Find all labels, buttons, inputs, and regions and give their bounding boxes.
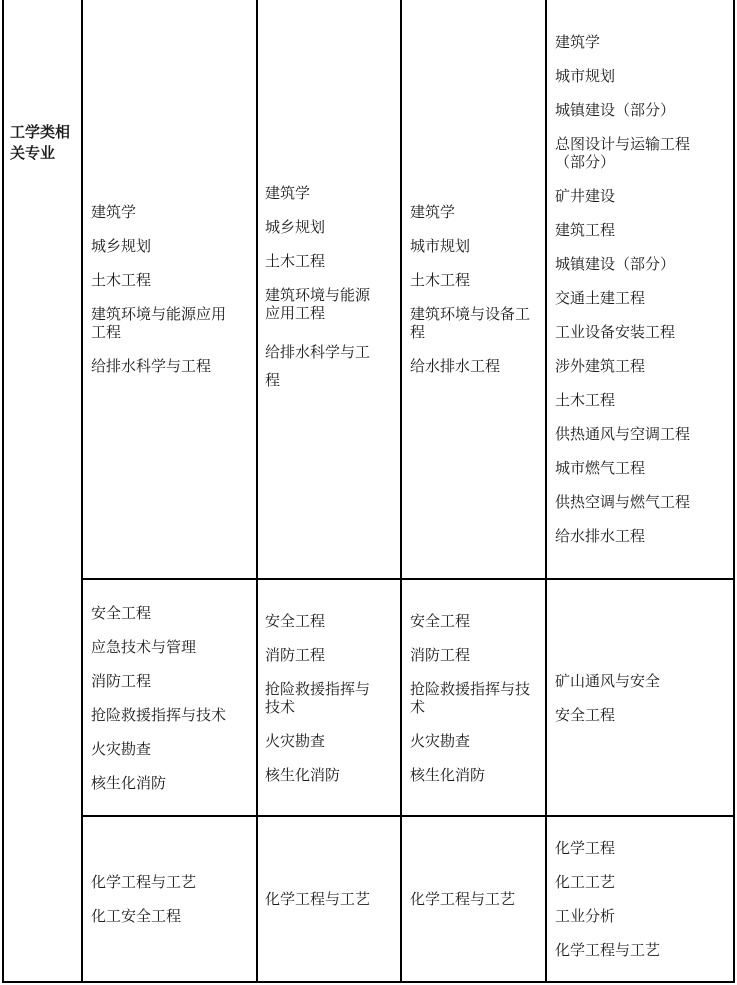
major-text: 术 [410, 697, 426, 716]
major-text: 抢险救援指挥与技 [410, 679, 531, 698]
table-border-bottom [2, 981, 735, 983]
major-text: 火灾勘查 [265, 731, 326, 750]
major-item [91, 672, 252, 690]
major-text: 安全工程 [410, 611, 471, 630]
major-text: 化工工艺 [555, 873, 616, 891]
major-text: 消防工程 [91, 671, 152, 690]
major-item [91, 873, 252, 891]
major-text: （部分） [555, 153, 616, 171]
major-item [265, 680, 396, 716]
major-item [91, 271, 252, 289]
major-text: 城市规划 [410, 237, 471, 255]
major-item [555, 907, 729, 925]
major-item [555, 493, 729, 511]
major-item [265, 732, 396, 750]
table-cell [83, 0, 256, 578]
major-text: 城镇建设（部分） [555, 255, 676, 273]
major-text: 土木工程 [265, 252, 326, 270]
table-cell [402, 580, 545, 815]
major-text: 给水排水工程 [555, 527, 646, 545]
major-item [91, 907, 252, 925]
table-cell [402, 817, 545, 981]
major-text: 建筑环境与能源 [265, 286, 371, 304]
major-item [555, 255, 729, 273]
major-text: 程 [410, 323, 426, 341]
major-text: 工业分析 [555, 907, 616, 925]
major-item [91, 638, 252, 656]
major-text: 给水排水工程 [410, 357, 501, 375]
major-text: 应急技术与管理 [91, 637, 197, 656]
major-text: 涉外建筑工程 [555, 357, 646, 375]
major-text: 化学工程与工艺 [91, 873, 197, 891]
major-item [91, 740, 252, 758]
major-text: 城镇建设（部分） [555, 101, 676, 119]
major-item [555, 527, 729, 545]
major-text: 土木工程 [555, 391, 616, 409]
major-text: 矿井建设 [555, 187, 616, 205]
major-item [555, 391, 729, 409]
major-item [555, 839, 729, 857]
major-item [410, 612, 541, 630]
table-border-left [2, 0, 4, 983]
major-item [555, 221, 729, 239]
major-item [91, 237, 252, 255]
table-cell [83, 817, 256, 981]
major-item [410, 680, 541, 716]
major-item [555, 67, 729, 85]
table-cell [547, 580, 733, 815]
major-text: 程 [265, 371, 281, 389]
major-text: 建筑环境与能源应用 [91, 305, 227, 323]
major-item [410, 890, 541, 908]
major-text: 应用工程 [265, 304, 326, 322]
major-text: 土木工程 [410, 271, 471, 289]
major-text: 安全工程 [555, 705, 616, 724]
major-text: 土木工程 [91, 271, 152, 289]
major-text: 抢险救援指挥与技术 [91, 705, 227, 724]
major-text: 安全工程 [91, 603, 152, 622]
major-item [410, 305, 541, 341]
major-item [265, 612, 396, 630]
major-text: 建筑环境与设备工 [410, 305, 531, 323]
table-cell [547, 817, 733, 981]
category-label-line: 关专业 [10, 144, 56, 162]
major-text: 供热空调与燃气工程 [555, 493, 691, 511]
major-item [555, 459, 729, 477]
major-text: 总图设计与运输工程 [555, 135, 691, 153]
major-item [555, 941, 729, 959]
major-item [555, 135, 729, 171]
major-item [410, 203, 541, 221]
major-item [555, 425, 729, 443]
major-item [410, 732, 541, 750]
major-item [265, 184, 396, 202]
major-text: 核生化消防 [265, 765, 341, 784]
table-cell [258, 817, 400, 981]
major-item [410, 271, 541, 289]
major-text: 工业设备安装工程 [555, 323, 676, 341]
major-text: 化学工程与工艺 [555, 941, 661, 959]
major-item [555, 187, 729, 205]
major-item [555, 672, 729, 690]
table-cell [258, 0, 400, 578]
category-label-line: 工学类相 [10, 123, 71, 141]
table-cell [547, 0, 733, 578]
major-item [265, 890, 396, 908]
major-item [555, 323, 729, 341]
major-text: 火灾勘查 [91, 739, 152, 758]
major-text: 城市规划 [555, 67, 616, 85]
major-text: 消防工程 [265, 645, 326, 664]
major-text: 工程 [91, 323, 122, 341]
major-item [410, 766, 541, 784]
major-text: 供热通风与空调工程 [555, 425, 691, 443]
major-text: 技术 [265, 697, 296, 716]
major-item [91, 706, 252, 724]
major-item [265, 286, 396, 322]
major-item [555, 33, 729, 51]
major-text: 核生化消防 [410, 765, 486, 784]
major-text: 矿山通风与安全 [555, 671, 661, 690]
major-item [555, 706, 729, 724]
major-text: 安全工程 [265, 611, 326, 630]
major-text: 给排水科学与工 [265, 343, 371, 361]
major-text: 火灾勘查 [410, 731, 471, 750]
major-text: 建筑工程 [555, 221, 616, 239]
major-item [91, 604, 252, 622]
category-label [10, 122, 78, 164]
major-text: 核生化消防 [91, 773, 167, 792]
major-item [265, 338, 396, 394]
major-item [91, 203, 252, 221]
major-text: 化工安全工程 [91, 907, 182, 925]
major-item [265, 766, 396, 784]
major-text: 城乡规划 [91, 237, 152, 255]
major-item [91, 305, 252, 341]
major-item [410, 646, 541, 664]
major-item [265, 646, 396, 664]
major-text: 化学工程 [555, 839, 616, 857]
major-text: 建筑学 [555, 33, 601, 51]
major-item [410, 237, 541, 255]
major-text: 给排水科学与工程 [91, 357, 212, 375]
major-text: 建筑学 [91, 203, 137, 221]
major-item [265, 218, 396, 236]
major-item [555, 357, 729, 375]
major-text: 交通土建工程 [555, 289, 646, 307]
major-item [555, 289, 729, 307]
major-text: 化学工程与工艺 [410, 890, 516, 908]
table-cell [402, 0, 545, 578]
major-text: 城市燃气工程 [555, 459, 646, 477]
major-text: 城乡规划 [265, 218, 326, 236]
major-text: 建筑学 [410, 203, 456, 221]
major-item [91, 357, 252, 375]
major-text: 建筑学 [265, 184, 311, 202]
table-border-right [733, 0, 735, 983]
table-cell [83, 580, 256, 815]
major-text: 抢险救援指挥与 [265, 679, 371, 698]
major-item [410, 357, 541, 375]
major-item [91, 774, 252, 792]
major-item [555, 873, 729, 891]
major-item [265, 252, 396, 270]
major-text: 消防工程 [410, 645, 471, 664]
major-item [555, 101, 729, 119]
table-cell [258, 580, 400, 815]
major-text: 化学工程与工艺 [265, 890, 371, 908]
